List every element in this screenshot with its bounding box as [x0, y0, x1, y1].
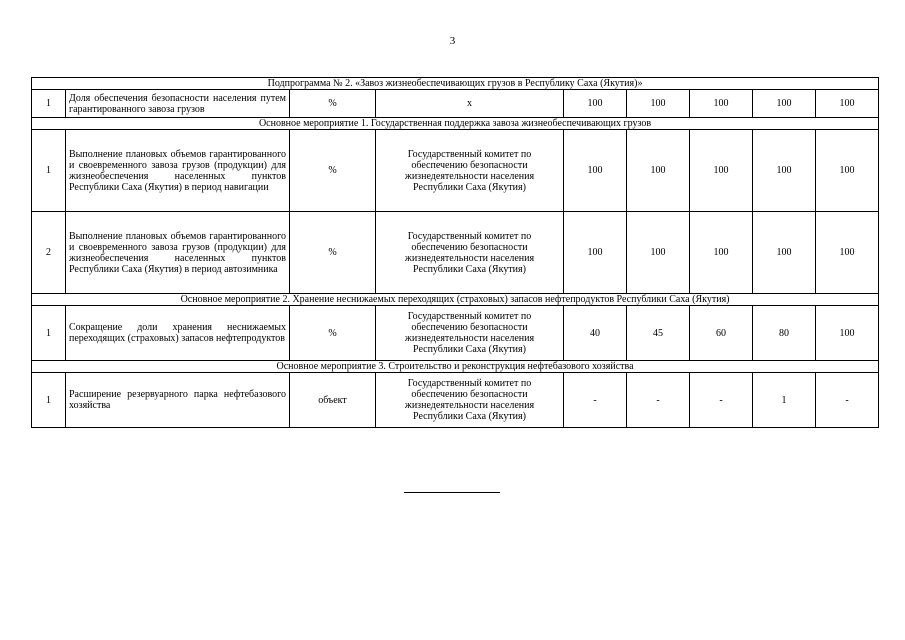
value-cell: 100: [627, 130, 690, 212]
section-header-row: [32, 294, 879, 306]
value-cell: 45: [627, 306, 690, 361]
value-cell: 100: [816, 90, 879, 118]
row-number: 2: [32, 212, 66, 294]
section-header-row: [32, 118, 879, 130]
value-cell: -: [816, 373, 879, 428]
responsible-cell: Государственный комитет по обеспечению безопасности жизнедеятельности населения Республики Саха (Якутия): [376, 212, 564, 294]
table-row: [32, 130, 879, 212]
unit-cell: объект: [290, 373, 376, 428]
value-cell: -: [564, 373, 627, 428]
unit-cell: %: [290, 212, 376, 294]
value-cell: 100: [690, 212, 753, 294]
value-cell: 100: [627, 212, 690, 294]
unit-cell: %: [290, 306, 376, 361]
row-number: 1: [32, 90, 66, 118]
responsible-cell: Государственный комитет по обеспечению безопасности жизнедеятельности населения Республики Саха (Якутия): [376, 306, 564, 361]
value-cell: 100: [816, 306, 879, 361]
value-cell: 100: [564, 130, 627, 212]
activity-3-title: Основное мероприятие 3. Строительство и реконструкция нефтебазового хозяйства: [32, 361, 879, 373]
value-cell: 100: [690, 90, 753, 118]
value-cell: 40: [564, 306, 627, 361]
table-row: [32, 373, 879, 428]
value-cell: 100: [753, 212, 816, 294]
value-cell: 100: [753, 130, 816, 212]
indicator-name: Расширение резервуарного парка нефтебазового хозяйства: [66, 373, 290, 428]
activity-1-title: Основное мероприятие 1. Государственная поддержка завоза жизнеобеспечивающих грузов: [32, 118, 879, 130]
section-header-row: [32, 361, 879, 373]
subprogram-header-row: [32, 78, 879, 90]
table-row: [32, 306, 879, 361]
value-cell: 60: [690, 306, 753, 361]
indicator-name: Сокращение доли хранения неснижаемых переходящих (страховых) запасов нефтепродуктов: [66, 306, 290, 361]
indicators-table: [31, 77, 879, 428]
row-number: 1: [32, 130, 66, 212]
footer-separator-line: [404, 492, 500, 493]
value-cell: 100: [816, 212, 879, 294]
responsible-cell: x: [376, 90, 564, 118]
unit-cell: %: [290, 130, 376, 212]
value-cell: 100: [816, 130, 879, 212]
value-cell: -: [627, 373, 690, 428]
subprogram-title: Подпрограмма № 2. «Завоз жизнеобеспечивающих грузов в Республику Саха (Якутия)»: [32, 78, 879, 90]
value-cell: 100: [627, 90, 690, 118]
value-cell: -: [690, 373, 753, 428]
indicator-name: Доля обеспечения безопасности населения путем гарантированного завоза грузов: [66, 90, 290, 118]
row-number: 1: [32, 306, 66, 361]
value-cell: 80: [753, 306, 816, 361]
activity-2-title: Основное мероприятие 2. Хранение неснижаемых переходящих (страховых) запасов нефтепродуктов Республики Саха (Якутия): [32, 294, 879, 306]
responsible-cell: Государственный комитет по обеспечению безопасности жизнедеятельности населения Республики Саха (Якутия): [376, 130, 564, 212]
value-cell: 100: [564, 90, 627, 118]
indicator-name: Выполнение плановых объемов гарантированного и своевременного завоза грузов (продукции) для жизнеобеспечения населенных пунктов Республики Саха (Якутия) в период автозимника: [66, 212, 290, 294]
unit-cell: %: [290, 90, 376, 118]
table-row: [32, 212, 879, 294]
responsible-cell: Государственный комитет по обеспечению безопасности жизнедеятельности населения Республики Саха (Якутия): [376, 373, 564, 428]
value-cell: 1: [753, 373, 816, 428]
indicator-name: Выполнение плановых объемов гарантированного и своевременного завоза грузов (продукции) для жизнеобеспечения населенных пунктов Республики Саха (Якутия) в период навигации: [66, 130, 290, 212]
table-row: [32, 90, 879, 118]
value-cell: 100: [690, 130, 753, 212]
row-number: 1: [32, 373, 66, 428]
value-cell: 100: [564, 212, 627, 294]
page-number: 3: [449, 35, 456, 47]
value-cell: 100: [753, 90, 816, 118]
